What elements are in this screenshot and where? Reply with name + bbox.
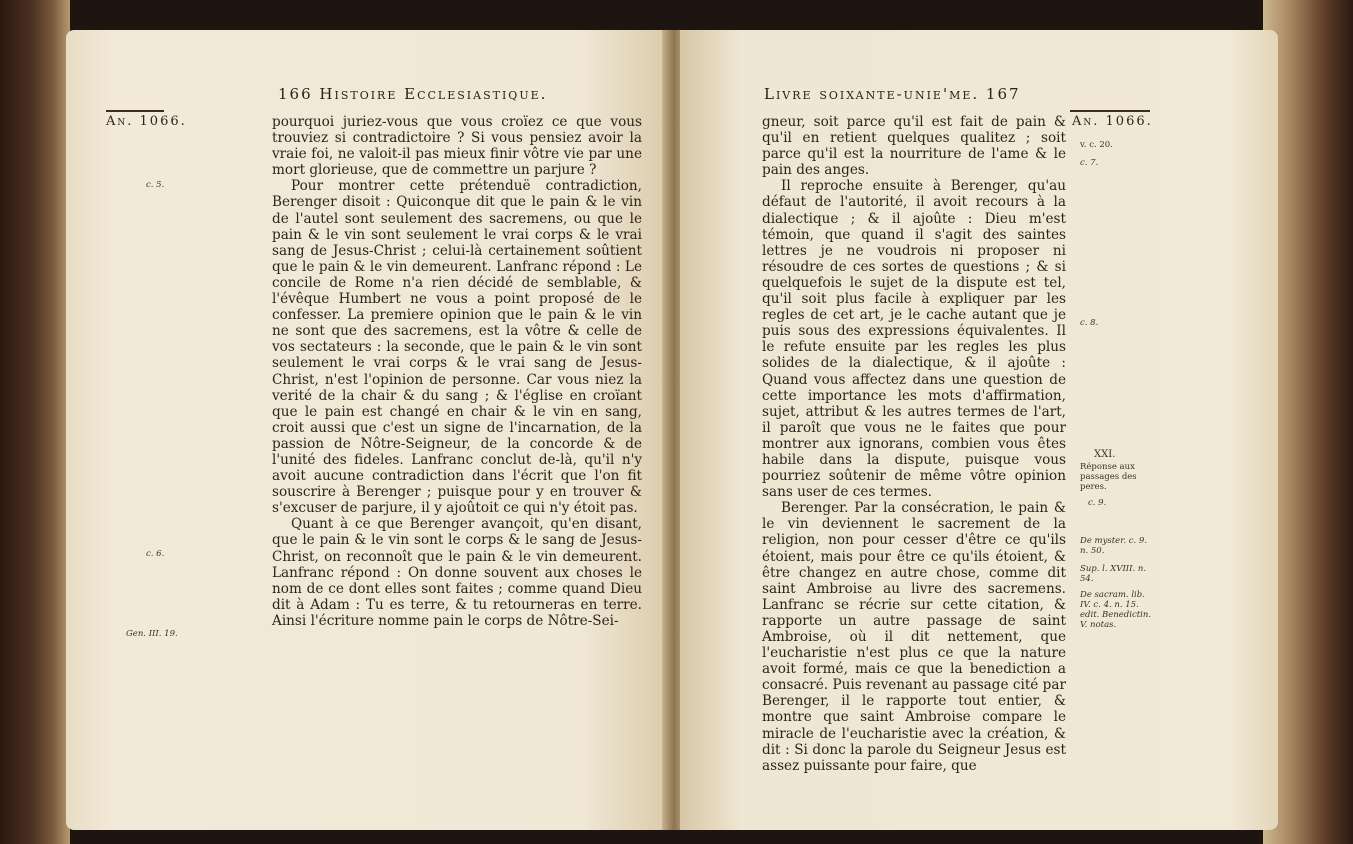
right-margin-note-c9: c. 9.	[1088, 498, 1107, 508]
right-page	[680, 30, 1278, 830]
right-margin-note-c8: c. 8.	[1080, 318, 1099, 328]
right-paragraph-2: Il reproche ensuite à Berenger, qu'au défaut de l'autorité, il avoit recours à la dialectique ; & il ajoûte : Dieu m'est témoin, que quand il s'agit des saintes lettres je ne voudrois ni proposer ni résoudre de ces sortes de questions ; & si quelquefois le sujet de la dispute est tel, qu'il soit plus facile à expliquer par les regles de cet art, je le cache autant que je puis sous des expressions équivalentes. Il le refute ensuite par les regles les plus solides de la dialectique, & il ajoûte : Quand vous affectez dans une question de cette importance les mots d'affirmation, sujet, attribut & les autres termes de l'art, il paroît que vous ne le faites que pour montrer aux ignorans, combien vous êtes habile dans la dispute, puisque vous pourriez soûtenir de même vôtre opinion sans user de ces termes.	[762, 178, 1066, 501]
left-margin-note-gen: Gen. III. 19.	[126, 629, 178, 639]
right-paragraph-1: gneur, soit parce qu'il est fait de pain & qu'il en retient quelques qualitez ; soit parce qu'il est la nourriture de l'ame & le pain des anges.	[762, 114, 1066, 179]
right-margin-note-sacram: De sacram. lib. IV. c. 4. n. 15. edit. Benedictin. V. notas.	[1080, 590, 1152, 630]
left-paragraph-1: pourquoi juriez-vous que vous croïez ce que vous trouviez si contradictoire ? Si vous pensiez avoir la vraie foi, ne valoit-il pas mieux finir vôtre vie par une mort glorieuse, que de commettre un parjure ?	[272, 114, 642, 179]
left-margin-note-c5: c. 5.	[146, 180, 165, 190]
right-paragraph-3: Berenger. Par la consécration, le pain & le vin deviennent le sacrement de la religion, non pour cesser d'être ce qu'ils étoient, mais pour être ce qu'ils étoient, & être changez en autre chose, comme dit saint Ambroise au livre des sacremens. Lanfranc se récrie sur cette citation, & rapporte un autre passage de saint Ambroise, où il dit nettement, que l'eucharistie n'est plus ce que la nature avoit formé, mais ce que la benediction a consacré. Puis revenant au passage cité par Berenger, il le rapporte tout entier, & montre que saint Ambroise compare le miracle de l'eucharistie avec la création, & dit : Si donc la parole du Seigneur Jesus est assez puissante pour faire, que	[762, 500, 1066, 774]
right-year-rule	[1070, 110, 1150, 112]
right-year: An. 1066.	[1072, 114, 1153, 129]
right-margin-note-section: XXI.	[1094, 449, 1116, 460]
right-margin-note-reponse: Réponse aux passages des peres.	[1080, 462, 1137, 492]
left-margin-note-c6: c. 6.	[146, 549, 165, 559]
left-running-head: 166 Histoire Ecclesiastique.	[278, 85, 548, 103]
left-year: An. 1066.	[106, 114, 187, 129]
right-body-text	[762, 114, 1066, 774]
left-paragraph-2: Pour montrer cette prétenduë contradiction, Berenger disoit : Quiconque dit que le pain & le vin de l'autel sont seulement des sacremens, ou que le pain & le vin sont seulement le vrai corps & le vrai sang de Jesus-Christ ; celui-là certainement soûtient que le pain & le vin demeurent. Lanfranc répond : Le concile de Rome n'a rien décidé de semblable, & l'évêque Humbert ne vous a point proposé de le confesser. La premiere opinion que le pain & le vin ne sont que des sacremens, est la vôtre & celle de vos sectateurs : la seconde, que le pain & le vin sont seulement le vrai corps & le vrai sang de Jesus-Christ, n'est l'opinion de personne. Car vous niez la verité de la chair & du sang ; & l'église en croïant que le pain est changé en chair & le vin en sang, croit aussi que c'est un signe de l'incarnation, de la passion de Nôtre-Seigneur, de la concorde & de l'unité des fideles. Lanfranc conclut de-là, qu'il n'y avoit aucune contradiction dans l'écrit que l'on fit souscrire à Berenger ; puisque pour y en trouver & s'excuser de parjure, il y ajoûtoit ce qui n'y étoit pas.	[272, 178, 642, 517]
left-page	[66, 30, 672, 830]
right-margin-note-vc20: v. c. 20.	[1080, 140, 1113, 150]
right-margin-note-c7: c. 7.	[1080, 158, 1099, 168]
right-running-head: Livre soixante-unie'me. 167	[764, 85, 1021, 103]
left-body-text	[272, 114, 642, 629]
left-paragraph-3: Quant à ce que Berenger avançoit, qu'en disant, que le pain & le vin sont le corps & le sang de Jesus-Christ, on reconnoît que le pain & le vin demeurent. Lanfranc répond : On donne souvent aux choses le nom de ce dont elles sont faites ; comme quand Dieu dit à Adam : Tu es terre, & tu retourneras en terre. Ainsi l'écriture nomme pain le corps de Nôtre-Sei-	[272, 516, 642, 629]
left-year-rule	[106, 110, 164, 112]
right-margin-note-sup: Sup. l. XVIII. n. 54.	[1080, 564, 1147, 584]
book-edge-left	[0, 0, 70, 844]
right-margin-note-mysteriis: De myster. c. 9. n. 50.	[1080, 536, 1148, 556]
